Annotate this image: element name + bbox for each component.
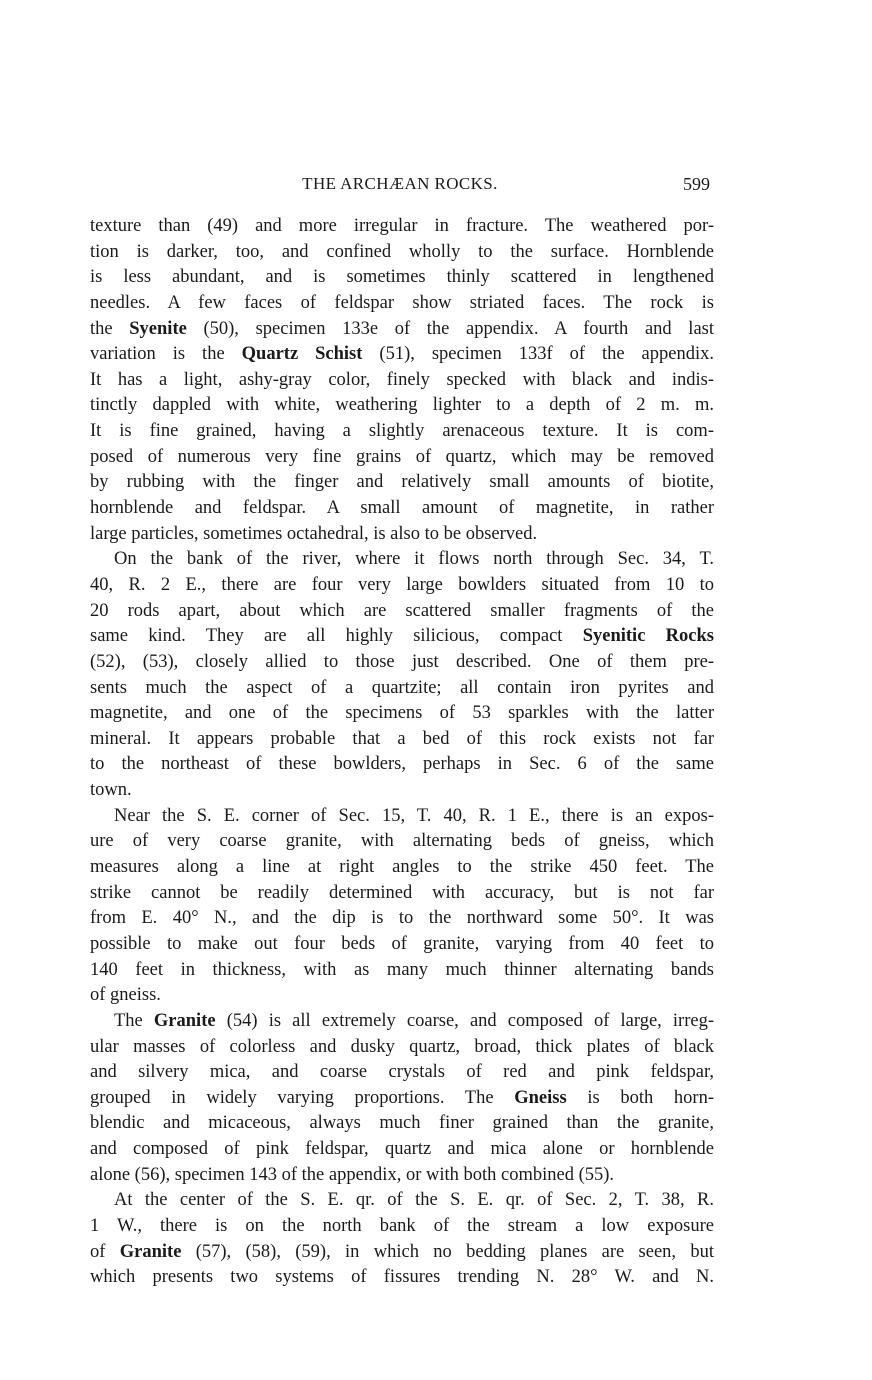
line-text: Near the S. E. corner of Sec. 15, T. 40, R. 1 E., there is an expos- <box>114 805 714 826</box>
line-text: tion is darker, too, and confined wholly to the surface. Hornblende <box>90 241 714 262</box>
text-line <box>90 214 714 240</box>
text-line <box>90 1163 714 1189</box>
body-text <box>90 214 714 1291</box>
text-line <box>90 291 714 317</box>
line-text-before: grouped in widely varying proportions. The <box>90 1087 515 1108</box>
line-text: posed of numerous very fine grains of quartz, which may be removed <box>90 446 714 467</box>
line-text-before: of <box>90 1241 120 1262</box>
line-text-after: (50), specimen 133e of the appendix. A fourth and last <box>186 318 714 339</box>
text-line <box>90 701 714 727</box>
line-text-before: the <box>90 318 130 339</box>
line-text: It has a light, ashy-gray color, finely specked with black and indis- <box>90 369 714 390</box>
text-line <box>90 752 714 778</box>
line-text-after: is both horn- <box>566 1087 714 1108</box>
text-line <box>90 1086 714 1112</box>
text-line <box>90 547 714 573</box>
text-line <box>90 983 714 1009</box>
text-line <box>90 265 714 291</box>
line-text: hornblende and feldspar. A small amount of magnetite, in rather <box>90 498 714 519</box>
text-line <box>90 470 714 496</box>
line-text: (52), (53), closely allied to those just described. One of them pre- <box>90 651 714 672</box>
text-line <box>90 419 714 445</box>
line-text: possible to make out four beds of granite, varying from 40 feet to <box>90 933 714 954</box>
text-line <box>90 855 714 881</box>
text-line <box>90 624 714 650</box>
text-line <box>90 1009 714 1035</box>
text-line <box>90 829 714 855</box>
line-text: tinctly dappled with white, weathering lighter to a depth of 2 m. m. <box>90 395 714 416</box>
line-text-before: The <box>114 1010 154 1031</box>
line-text-after: (54) is all extremely coarse, and composed of large, irreg- <box>215 1010 715 1031</box>
line-text: of gneiss. <box>90 985 161 1006</box>
line-text: to the northeast of these bowlders, perhaps in Sec. 6 of the same <box>90 754 714 775</box>
line-text: strike cannot be readily determined with accuracy, but is not far <box>90 882 714 903</box>
text-line <box>90 522 714 548</box>
line-text: texture than (49) and more irregular in fracture. The weathered por- <box>90 216 714 236</box>
text-line <box>90 1240 714 1266</box>
line-text: which presents two systems of fissures trending N. 28° W. and N. <box>90 1267 714 1288</box>
text-line <box>90 676 714 702</box>
bold-term: Granite <box>153 1010 216 1031</box>
text-line <box>90 599 714 625</box>
line-text: 40, R. 2 E., there are four very large bowlders situated from 10 to <box>90 574 714 595</box>
text-line <box>90 932 714 958</box>
running-title: THE ARCHÆAN ROCKS. <box>302 174 498 193</box>
line-text: On the bank of the river, where it flows north through Sec. 34, T. <box>114 549 714 570</box>
line-text: At the center of the S. E. qr. of the S. E. qr. of Sec. 2, T. 38, R. <box>114 1190 714 1211</box>
line-text: mineral. It appears probable that a bed of this rock exists not far <box>90 728 714 749</box>
text-line <box>90 958 714 984</box>
line-text: sents much the aspect of a quartzite; all contain iron pyrites and <box>90 677 714 698</box>
page-number: 599 <box>683 174 710 194</box>
text-line <box>90 906 714 932</box>
line-text: and silvery mica, and coarse crystals of red and pink feldspar, <box>90 1062 714 1083</box>
bold-term: Quartz Schist <box>241 344 363 365</box>
line-text-before: variation is the <box>90 344 242 365</box>
text-line <box>90 650 714 676</box>
text-line <box>90 445 714 471</box>
line-text: 1 W., there is on the north bank of the stream a low exposure <box>90 1215 714 1236</box>
bold-term: Syenite <box>129 318 187 339</box>
text-line <box>90 368 714 394</box>
line-text: town. <box>90 780 132 801</box>
line-text: needles. A few faces of feldspar show striated faces. The rock is <box>90 292 714 313</box>
line-text-after: (57), (58), (59), in which no bedding planes are seen, but <box>181 1241 714 1262</box>
text-line <box>90 1137 714 1163</box>
line-text: large particles, sometimes octahedral, is also to be observed. <box>90 523 538 544</box>
text-line <box>90 1214 714 1240</box>
line-text-before: same kind. They are all highly silicious, compact <box>90 626 583 647</box>
line-text: alone (56), specimen 143 of the appendix, or with both combined (55). <box>90 1164 615 1185</box>
line-text: 140 feet in thickness, with as many much thinner alternating bands <box>90 959 714 980</box>
running-head <box>90 172 710 196</box>
text-line <box>90 1035 714 1061</box>
line-text: magnetite, and one of the specimens of 53 sparkles with the latter <box>90 703 714 724</box>
bold-term: Syenitic Rocks <box>582 626 714 647</box>
line-text: is less abundant, and is sometimes thinly scattered in lengthened <box>90 267 714 288</box>
line-text: from E. 40° N., and the dip is to the northward some 50°. It was <box>90 908 714 929</box>
text-line <box>90 1111 714 1137</box>
line-text: and composed of pink feldspar, quartz and mica alone or hornblende <box>90 1139 714 1160</box>
text-line <box>90 1188 714 1214</box>
text-line <box>90 881 714 907</box>
text-line <box>90 393 714 419</box>
line-text: ure of very coarse granite, with alternating beds of gneiss, which <box>90 831 714 852</box>
text-line <box>90 804 714 830</box>
text-line <box>90 342 714 368</box>
text-line <box>90 573 714 599</box>
bold-term: Granite <box>119 1241 182 1262</box>
line-text: 20 rods apart, about which are scattered smaller fragments of the <box>90 600 714 621</box>
text-line <box>90 496 714 522</box>
text-line <box>90 317 714 343</box>
text-line <box>90 778 714 804</box>
line-text: blendic and micaceous, always much finer grained than the granite, <box>90 1113 714 1134</box>
line-text: by rubbing with the finger and relatively small amounts of biotite, <box>90 472 714 493</box>
text-line <box>90 1265 714 1291</box>
text-line <box>90 727 714 753</box>
line-text: measures along a line at right angles to the strike 450 feet. The <box>90 857 714 878</box>
bold-term: Gneiss <box>514 1087 567 1108</box>
line-text-after: (51), specimen 133f of the appendix. <box>362 344 714 365</box>
line-text: It is fine grained, having a slightly arenaceous texture. It is com- <box>90 421 714 442</box>
line-text: ular masses of colorless and dusky quartz, broad, thick plates of black <box>90 1036 714 1057</box>
text-line <box>90 240 714 266</box>
text-line <box>90 1060 714 1086</box>
